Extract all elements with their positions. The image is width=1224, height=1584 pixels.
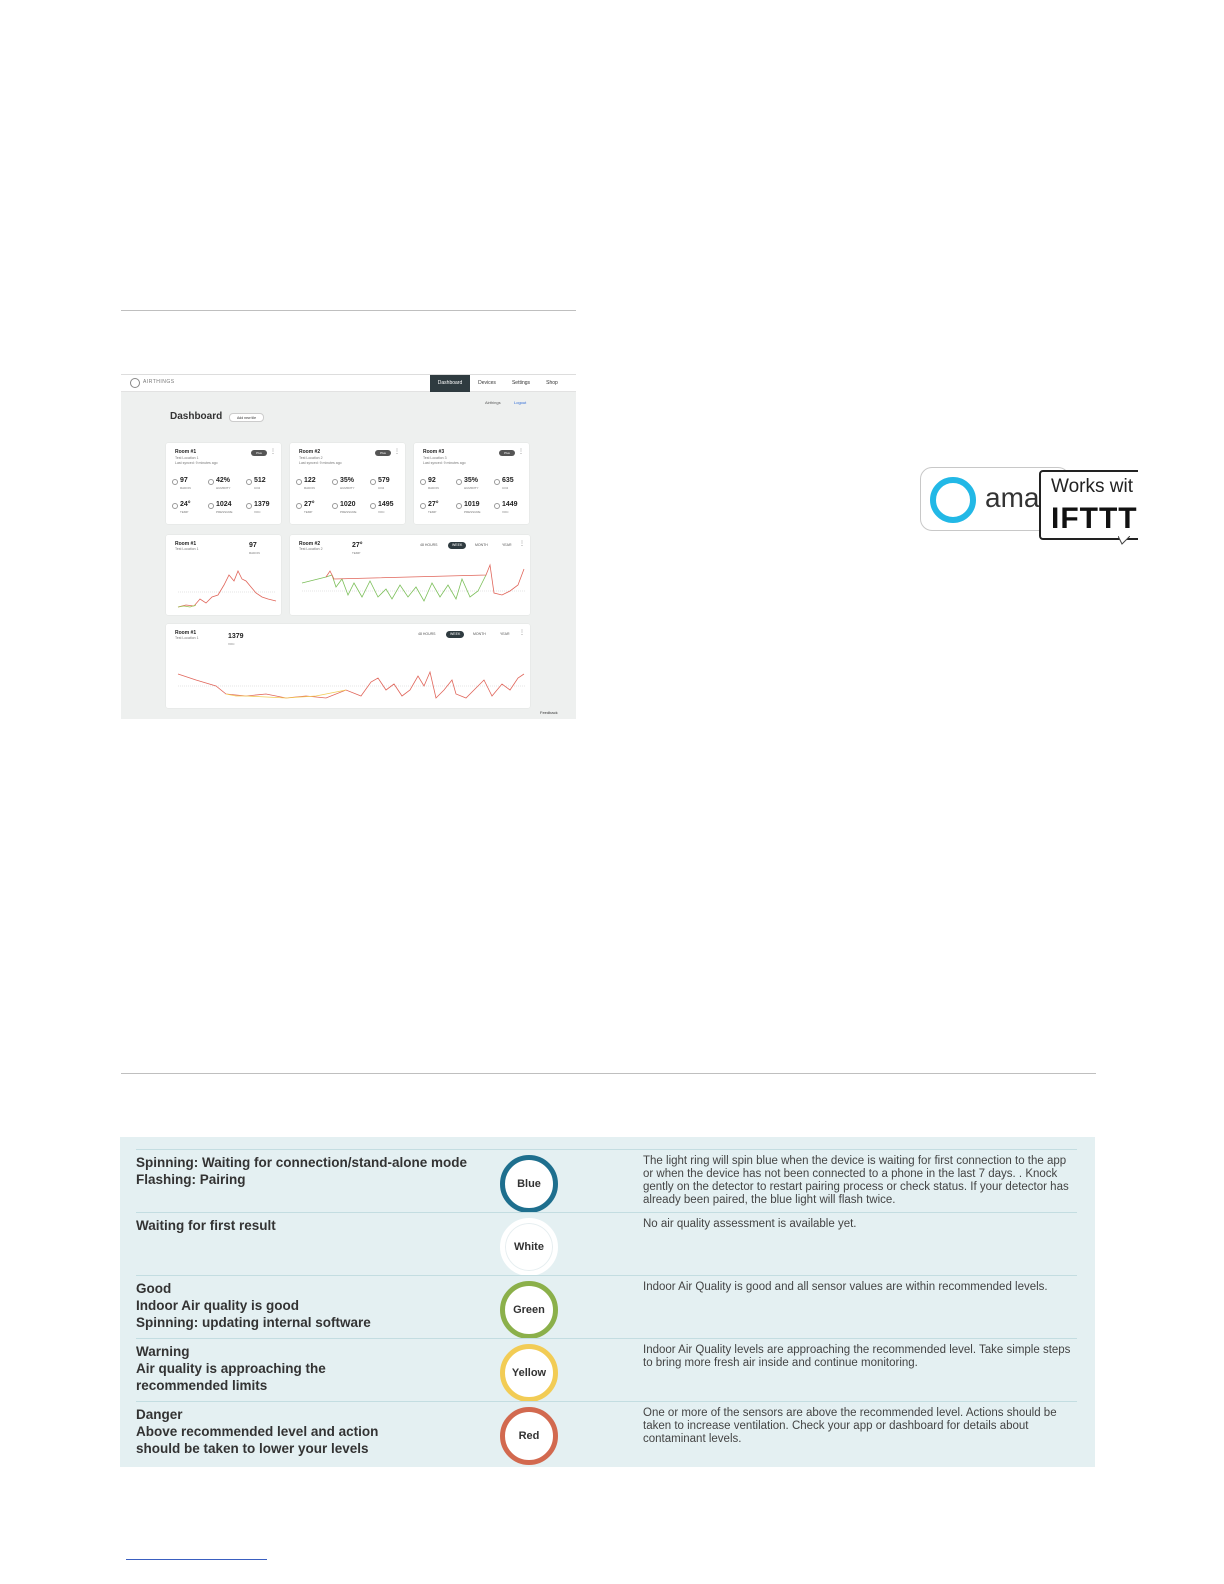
metric-label: VOC (378, 510, 385, 514)
more-menu-icon[interactable]: ⋮ (519, 630, 525, 636)
metric-label: CO2 (378, 486, 385, 490)
room-sync: Last synced: 9 minutes ago (299, 461, 342, 465)
humidity-icon (208, 479, 214, 485)
metric-value: 1379 (254, 501, 270, 508)
chart-current-value: 97 (249, 542, 257, 549)
led-state-line: Spinning: updating internal software (136, 1315, 371, 1330)
cloud-icon (494, 479, 500, 485)
more-menu-icon[interactable]: ⋮ (270, 449, 276, 455)
metric-value: 27° (304, 501, 315, 508)
led-description: Indoor Air Quality is good and all sensor values are within recommended levels. (643, 1281, 1048, 1293)
cloud-icon (246, 479, 252, 485)
metric-label: VOC (502, 510, 509, 514)
plan-badge: Plus (375, 450, 391, 456)
dashboard-topbar (121, 375, 576, 392)
metric-value: 35% (464, 477, 479, 484)
metric-value: 1020 (340, 501, 356, 508)
chart-room-name: Room #2 (299, 541, 321, 547)
led-ring-blue-icon: Blue (500, 1155, 558, 1213)
range-week[interactable]: WEEK (446, 631, 464, 638)
metric-co2 (246, 473, 284, 495)
chart-room-location: Test Location 1 (175, 547, 199, 551)
room-card[interactable] (166, 443, 281, 524)
radon-icon (420, 479, 426, 485)
metric-radon (420, 473, 458, 495)
ifttt-logo (1039, 470, 1149, 540)
led-description: No air quality assessment is available yet. (643, 1218, 857, 1230)
chart-card[interactable] (166, 624, 530, 708)
led-ring-green-icon: Green (500, 1281, 558, 1339)
voc-icon (370, 503, 376, 509)
metric-radon (296, 473, 334, 495)
chart-room-name: Room #1 (175, 630, 197, 636)
metric-humidity (456, 473, 494, 495)
room-name: Room #1 (175, 449, 197, 455)
thermometer-icon (172, 503, 178, 509)
range-48-hours[interactable]: 48 HOURS (418, 632, 436, 636)
metric-label: HUMIDITY (216, 486, 231, 490)
room-card[interactable] (290, 443, 405, 524)
metric-label: PRESSURE (464, 510, 481, 514)
led-state-line: Good (136, 1281, 172, 1296)
metric-co2 (370, 473, 408, 495)
led-state-line: Air quality is approaching the (136, 1361, 326, 1376)
room-sync: Last synced: 9 minutes ago (175, 461, 218, 465)
metric-value: 92 (428, 477, 436, 484)
led-state-line: Waiting for first result (136, 1218, 276, 1233)
chart-metric-label: TEMP (352, 551, 361, 555)
nav-tab-devices[interactable]: Devices (478, 380, 496, 386)
metric-radon (172, 473, 210, 495)
metric-label: HUMIDITY (340, 486, 355, 490)
section-divider (121, 310, 576, 311)
range-year[interactable]: YEAR (500, 632, 510, 636)
humidity-icon (456, 479, 462, 485)
chart-card[interactable] (166, 535, 281, 615)
room-name: Room #2 (299, 449, 321, 455)
voc-sparkline (166, 624, 530, 708)
metric-label: VOC (254, 510, 261, 514)
room-location: Test Location 2 (299, 456, 323, 460)
more-menu-icon[interactable]: ⋮ (518, 449, 524, 455)
range-week[interactable]: WEEK (448, 542, 466, 549)
radon-icon (296, 479, 302, 485)
user-link[interactable]: Airthings (485, 400, 501, 405)
metric-value: 97 (180, 477, 188, 484)
led-ring-red-icon: Red (500, 1407, 558, 1465)
led-row-green (136, 1275, 1077, 1338)
metric-voc (370, 497, 408, 519)
radon-icon (172, 479, 178, 485)
metric-label: PRESSURE (216, 510, 233, 514)
metric-voc (246, 497, 284, 519)
led-description: One or more of the sensors are above the recommended level. Actions should be taken to increase ventilation. Check your app or dashboard for details about contaminant levels. (643, 1407, 1057, 1445)
led-state-text (136, 1406, 496, 1457)
metric-value: 27° (428, 501, 439, 508)
nav-tab-dashboard[interactable]: Dashboard (430, 375, 470, 392)
led-state-line: Indoor Air quality is good (136, 1298, 299, 1313)
chart-room-location: Test Location 1 (175, 636, 199, 640)
metric-value: 24° (180, 501, 191, 508)
room-location: Test Location 1 (175, 456, 199, 460)
metric-humidity (208, 473, 246, 495)
metric-pressure (332, 497, 370, 519)
gauge-icon (456, 503, 462, 509)
metric-label: CO2 (502, 486, 509, 490)
led-row-red (136, 1401, 1077, 1464)
metric-label: RADON (428, 486, 439, 490)
metric-temp (296, 497, 334, 519)
led-state-line: should be taken to lower your levels (136, 1441, 369, 1456)
metric-value: 1449 (502, 501, 518, 508)
led-state-line: recommended limits (136, 1378, 268, 1393)
metric-co2 (494, 473, 532, 495)
thermometer-icon (296, 503, 302, 509)
led-state-line: Flashing: Pairing (136, 1172, 246, 1187)
chart-room-name: Room #1 (175, 541, 197, 547)
led-description: Indoor Air Quality levels are approaching the recommended level. Take simple steps to bring more fresh air inside and continue monitoring. (643, 1344, 1071, 1369)
metric-value: 1019 (464, 501, 480, 508)
humidity-icon (332, 479, 338, 485)
cloud-icon (370, 479, 376, 485)
chart-current-value: 27° (352, 542, 363, 549)
metric-value: 579 (378, 477, 390, 484)
led-state-text (136, 1217, 496, 1234)
nav-tab-shop[interactable]: Shop (546, 380, 558, 386)
metric-value: 42% (216, 477, 231, 484)
room-name: Room #3 (423, 449, 445, 455)
section-divider (121, 1073, 1096, 1074)
logout-link[interactable]: Logout (514, 400, 527, 405)
range-month[interactable]: MONTH (475, 543, 488, 547)
led-row-white (136, 1212, 1077, 1275)
dashboard-screenshot (121, 374, 576, 719)
metric-pressure (456, 497, 494, 519)
thermometer-icon (420, 503, 426, 509)
metric-label: TEMP (428, 510, 437, 514)
led-state-line: Danger (136, 1407, 183, 1422)
temp-sparkline (290, 535, 530, 615)
alexa-wordmark: ama (985, 482, 1040, 513)
led-row-blue (136, 1149, 1077, 1212)
chart-metric-label: RADON (249, 551, 260, 555)
room-location: Test Location 3 (423, 456, 447, 460)
metric-humidity (332, 473, 370, 495)
metric-value: 35% (340, 477, 355, 484)
nav-tab-settings[interactable]: Settings (511, 380, 531, 386)
metric-label: HUMIDITY (464, 486, 479, 490)
range-48-hours[interactable]: 48 HOURS (420, 543, 438, 547)
led-state-line: Warning (136, 1344, 190, 1359)
page-margin (1138, 460, 1224, 560)
alexa-ring-icon (930, 477, 976, 523)
led-state-text (136, 1154, 496, 1188)
led-ring-yellow-icon: Yellow (500, 1344, 558, 1402)
plan-badge: Plus (499, 450, 515, 456)
metric-value: 1024 (216, 501, 232, 508)
led-row-yellow (136, 1338, 1077, 1401)
metric-label: RADON (304, 486, 315, 490)
led-ring-white-icon: White (500, 1218, 558, 1276)
ifttt-works-with: Works wit (1051, 476, 1133, 497)
metric-value: 512 (254, 477, 266, 484)
more-menu-icon[interactable]: ⋮ (519, 541, 525, 547)
feedback-button[interactable]: Feedback (540, 710, 558, 715)
led-description: The light ring will spin blue when the device is waiting for first connection to the app or when the device has not been connected to a phone in the last 7 days. . Knock gently on the detector to restart pairing process or check status. If your detector has already been paired, the blue light will flash twice. (643, 1155, 1069, 1206)
chart-room-location: Test Location 2 (299, 547, 323, 551)
metric-value: 635 (502, 477, 514, 484)
ifttt-wordmark: IFTTT (1051, 502, 1138, 535)
metric-label: RADON (180, 486, 191, 490)
metric-label: PRESSURE (340, 510, 357, 514)
led-state-line: Spinning: Waiting for connection/stand-alone mode (136, 1155, 467, 1170)
led-state-line: Above recommended level and action (136, 1424, 379, 1439)
voc-icon (494, 503, 500, 509)
plan-badge: Plus (251, 450, 267, 456)
metric-label: CO2 (254, 486, 261, 490)
metric-temp (172, 497, 210, 519)
voc-icon (246, 503, 252, 509)
chart-current-value: 1379 (228, 633, 244, 640)
footer-link[interactable] (126, 1559, 267, 1560)
metric-label: TEMP (180, 510, 189, 514)
metric-label: TEMP (304, 510, 313, 514)
range-year[interactable]: YEAR (502, 543, 512, 547)
metric-temp (420, 497, 458, 519)
gauge-icon (208, 503, 214, 509)
gauge-icon (332, 503, 338, 509)
metric-pressure (208, 497, 246, 519)
dashboard-title: Dashboard (170, 411, 223, 422)
led-state-text (136, 1280, 496, 1331)
more-menu-icon[interactable]: ⋮ (394, 449, 400, 455)
metric-value: 122 (304, 477, 316, 484)
metric-voc (494, 497, 532, 519)
led-state-text (136, 1343, 496, 1394)
led-status-table (120, 1137, 1095, 1467)
dashboard-brand: AIRTHINGS (143, 379, 175, 385)
chart-metric-label: VOC (228, 642, 235, 646)
range-month[interactable]: MONTH (473, 632, 486, 636)
room-sync: Last synced: 9 minutes ago (423, 461, 466, 465)
airthings-logo-icon (130, 378, 140, 388)
metric-value: 1495 (378, 501, 394, 508)
chart-card[interactable] (290, 535, 530, 615)
radon-sparkline (166, 535, 281, 615)
ifttt-tail-icon (1118, 536, 1130, 546)
add-tile-button[interactable]: Add new tile (229, 413, 264, 422)
room-card[interactable] (414, 443, 529, 524)
